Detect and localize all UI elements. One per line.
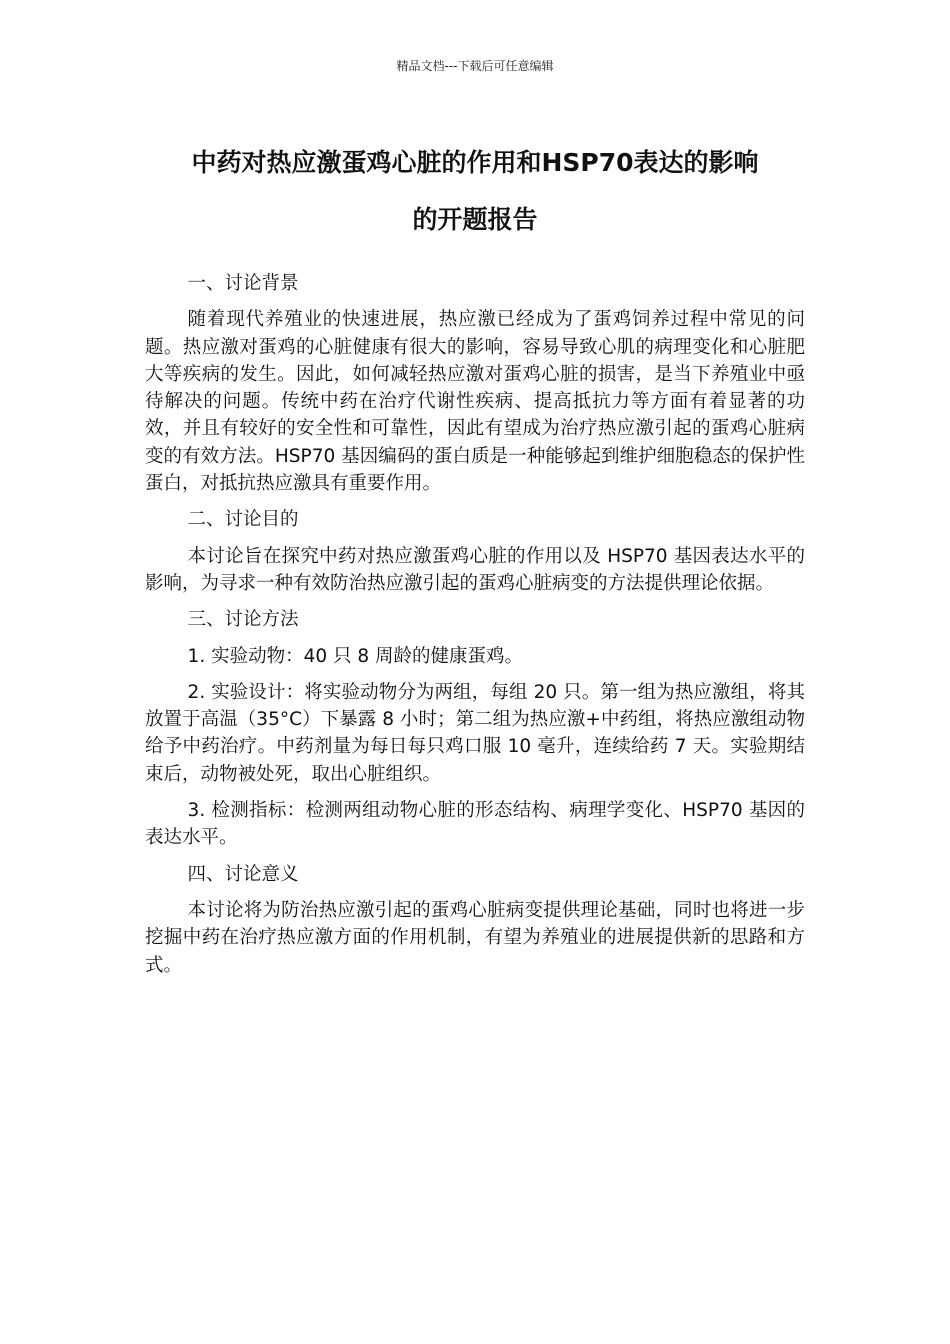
- paragraph-method-animals: 1. 实验动物：40 只 8 周龄的健康蛋鸡。: [187, 645, 524, 667]
- section-heading-background: 一、讨论背景: [187, 273, 299, 294]
- paragraph-method-design: 2. 实验设计：将实验动物分为两组，每组 20 只。第一组为热应激组，将其放置于高温（35°C）下暴露 8 小时；第二组为热应激+中药组，将热应激组动物给予中药治疗。中药剂量为每日每只鸡口服 10 毫升，连续给药 7 天。实验期结束后，动物被处死，取出心脏组织。: [145, 681, 805, 785]
- page-header: 精品文档---下载后可任意编辑: [396, 59, 554, 73]
- paragraph-method-indicators: 3. 检测指标：检测两组动物心脏的形态结构、病理学变化、HSP70 基因的表达水平。: [145, 800, 805, 849]
- paragraph-purpose: 本讨论旨在探究中药对热应激蛋鸡心脏的作用以及 HSP70 基因表达水平的影响，为寻求一种有效防治热应激引起的蛋鸡心脏病变的方法提供理论依据。: [145, 545, 805, 594]
- document-title: [130, 134, 820, 248]
- document-body: [145, 270, 805, 988]
- paragraph-background: 随着现代养殖业的快速进展，热应激已经成为了蛋鸡饲养过程中常见的问题。热应激对蛋鸡的心脏健康有很大的影响，容易导致心肌的病理变化和心脏肥大等疾病的发生。因此，如何减轻热应激对蛋鸡心脏的损害，是当下养殖业中亟待解决的问题。传统中药在治疗代谢性疾病、提高抵抗力等方面有着显著的功效，并且有较好的安全性和可靠性，因此有望成为治疗热应激引起的蛋鸡心脏病变的有效方法。HSP70 基因编码的蛋白质是一种能够起到维护细胞稳态的保护性蛋白，对抵抗热应激具有重要作用。: [145, 309, 805, 495]
- title-line-1: 中药对热应激蛋鸡心脏的作用和HSP70表达的影响: [191, 148, 759, 177]
- section-heading-methods: 三、讨论方法: [187, 609, 299, 631]
- section-heading-significance: 四、讨论意义: [187, 863, 299, 885]
- section-heading-purpose: 二、讨论目的: [187, 509, 299, 531]
- paragraph-significance: 本讨论将为防治热应激引起的蛋鸡心脏病变提供理论基础，同时也将进一步挖掘中药在治疗热应激方面的作用机制，有望为养殖业的进展提供新的思路和方式。: [145, 899, 805, 976]
- title-line-2: 的开题报告: [412, 205, 538, 234]
